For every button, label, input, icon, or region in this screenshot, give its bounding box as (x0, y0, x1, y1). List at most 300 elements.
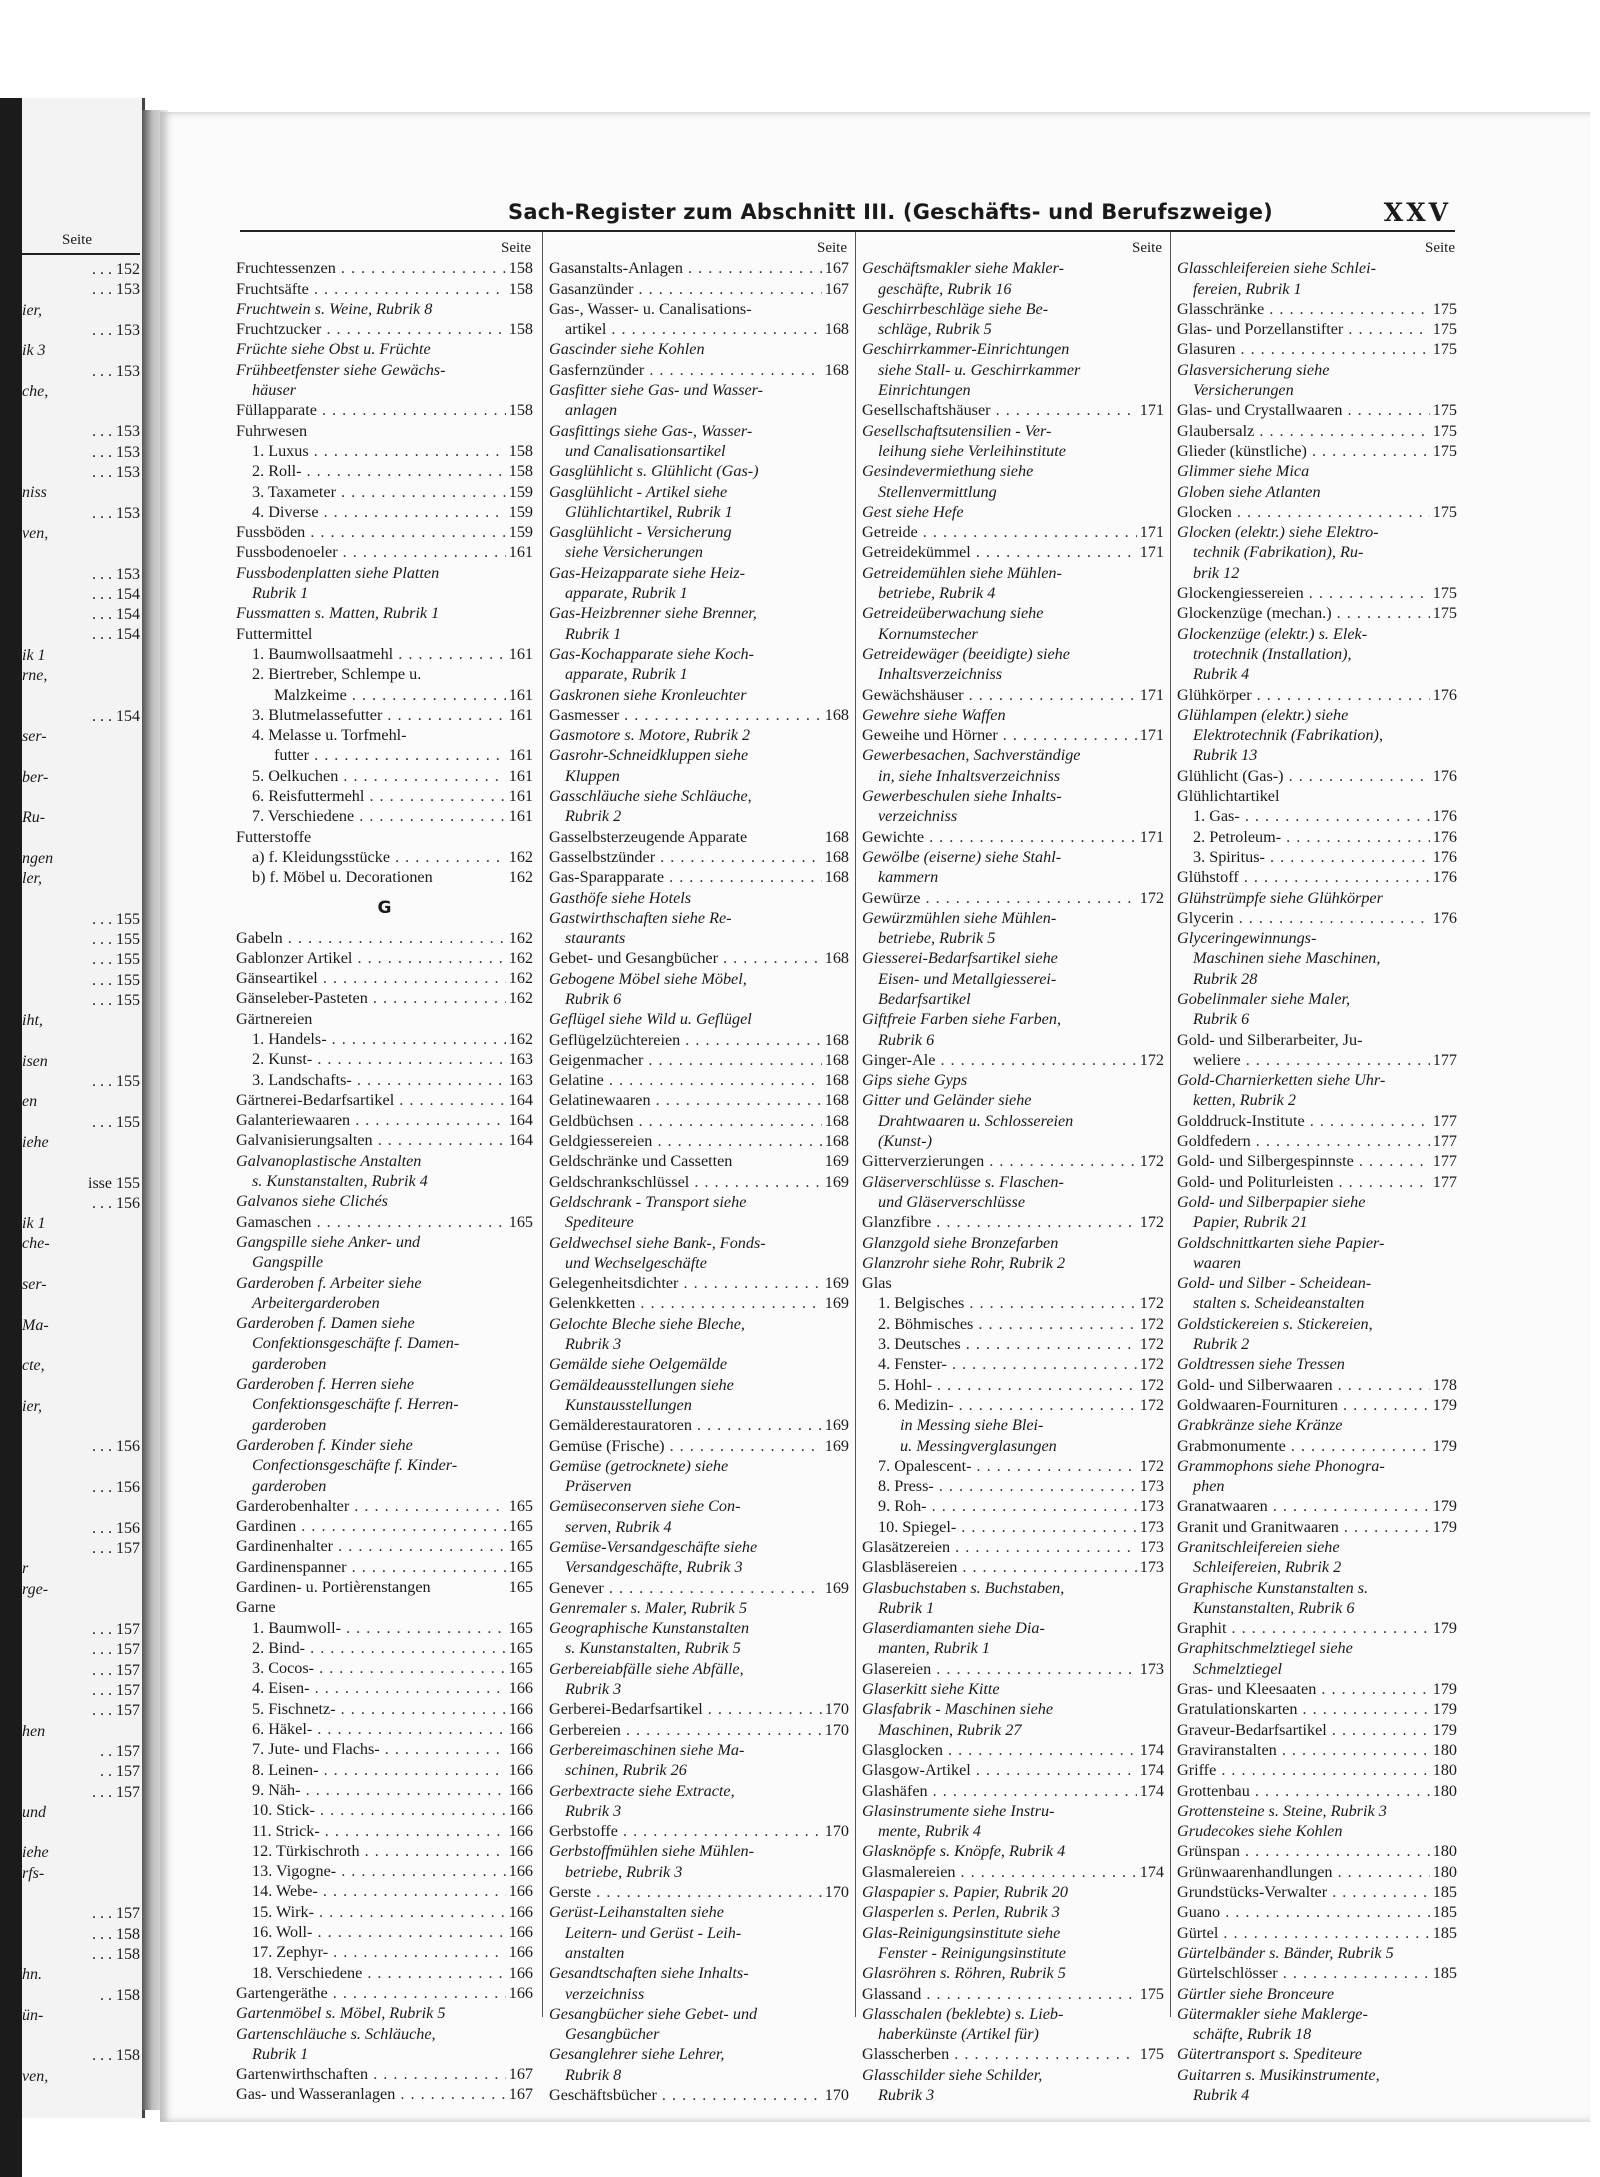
index-entry (549, 1618, 849, 1638)
column-divider (542, 232, 543, 2017)
entry-term: Fussböden . . . (236, 522, 533, 542)
index-entry (236, 1394, 533, 1414)
entry-page-number: 162 (506, 847, 533, 867)
index-entry (236, 522, 533, 542)
entry-term: 1. Luxus . . . (252, 441, 533, 461)
index-entry (549, 603, 849, 623)
entry-page-number: 166 (506, 1719, 533, 1739)
previous-page-line: ik 1 (22, 646, 46, 664)
entry-term: Fussmatten s. Matten, Rubrik 1 (236, 604, 440, 623)
previous-page-line: . . . 158 (92, 1945, 140, 1963)
index-entry (236, 2084, 533, 2104)
index-entry (236, 948, 533, 968)
index-entry (549, 1984, 849, 2004)
entry-term: Goldfedern . . . (1177, 1131, 1457, 1151)
previous-page-line: . . . 157 (92, 1905, 140, 1923)
index-entry (236, 1110, 533, 1130)
entry-term: 3. Deutsches . . . (878, 1334, 1164, 1354)
entry-term: Galvanoplastische Anstalten (236, 1151, 422, 1170)
entry-term: 3. Taxameter . . . (252, 482, 533, 502)
index-entry (1177, 1253, 1457, 1273)
entry-term: Geldbüchsen . . . (549, 1111, 849, 1131)
entry-term: Gas-Sparapparate . . . (549, 867, 849, 887)
entry-page-number: 176 (1430, 847, 1457, 867)
entry-term: 3. Blutmelassefutter . . . (252, 705, 533, 725)
index-entry (1177, 1943, 1457, 1963)
entry-term: Leitern- und Gerüst - Leih- (565, 1923, 742, 1942)
entry-term: Granit und Granitwaaren . . . (1177, 1517, 1457, 1537)
entry-term: Gesangbücher siehe Gebet- und (549, 2004, 758, 2023)
entry-term: Fenster - Reinigungsinstitute (878, 1943, 1066, 1962)
previous-page-line: en (22, 1093, 38, 1111)
entry-term: Gasfernzünder . . . (549, 360, 849, 380)
entry-term: Glühstoff . . . (1177, 867, 1457, 887)
index-entry (236, 1070, 533, 1090)
entry-term: Grabkränze siehe Kränze (1177, 1416, 1343, 1435)
index-entry (1177, 1557, 1457, 1577)
index-entry (862, 1679, 1164, 1699)
entry-page-number: 179 (1430, 1679, 1457, 1699)
index-entry (236, 1029, 533, 1049)
index-entry (549, 705, 849, 725)
entry-page-number: 169 (822, 1273, 849, 1293)
entry-term: haberkünste (Artikel für) (878, 2025, 1039, 2044)
entry-term: Genever . . . (549, 1578, 849, 1598)
index-entry (862, 745, 1164, 765)
entry-page-number: 185 (1430, 1923, 1457, 1943)
entry-page-number: 161 (506, 542, 533, 562)
index-entry (236, 1861, 533, 1881)
entry-page-number: 169 (822, 1293, 849, 1313)
entry-term: 14. Webe- . . . (252, 1881, 533, 1901)
index-entry (549, 969, 849, 989)
entry-term: Garderobenhalter . . . (236, 1496, 533, 1516)
index-entry (862, 502, 1164, 522)
index-entry (236, 1983, 533, 2003)
entry-term: Gänseleber-Pasteten . . . (236, 988, 533, 1008)
entry-term: 2. Bind- . . . (252, 1638, 533, 1658)
index-entry (236, 1536, 533, 1556)
index-entry (236, 806, 533, 826)
previous-page-line: . . . 153 (92, 321, 140, 339)
entry-term: artikel . . . (565, 319, 849, 339)
previous-page-rule (22, 253, 140, 255)
entry-page-number: 165 (506, 1577, 533, 1597)
entry-term: Rubrik 1 (252, 2044, 309, 2063)
entry-page-number: 165 (506, 1212, 533, 1232)
entry-page-number: 166 (506, 1739, 533, 1759)
index-entry (1177, 1192, 1457, 1212)
entry-term: Gasfitter siehe Gas- und Wasser- (549, 381, 764, 400)
index-entry (862, 2085, 1164, 2105)
entry-term: Gemäldeausstellungen siehe (549, 1375, 734, 1394)
entry-page-number: 179 (1430, 1395, 1457, 1415)
previous-page-line: isen (22, 1052, 48, 1070)
entry-term: Rubrik 2 (1193, 1335, 1250, 1354)
entry-page-number: 158 (506, 400, 533, 420)
index-entry (236, 2003, 533, 2023)
entry-term: 10. Spiegel- . . . (878, 1517, 1164, 1537)
previous-page-line: ik 3 (22, 342, 46, 360)
entry-page-number: 173 (1137, 1557, 1164, 1577)
entry-term: 5. Fischnetz- . . . (252, 1699, 533, 1719)
entry-term: 12. Türkischroth . . . (252, 1841, 533, 1861)
section-letter (236, 888, 533, 928)
index-entry (236, 1435, 533, 1455)
entry-term: (Kunst-) (878, 1132, 932, 1151)
entry-term: Glühlampen (elektr.) siehe (1177, 705, 1349, 724)
entry-term: 11. Strick- . . . (252, 1821, 533, 1841)
index-entry (236, 1455, 533, 1475)
index-entry (236, 1130, 533, 1150)
index-entry (236, 2024, 533, 2044)
entry-page-number: 175 (1430, 421, 1457, 441)
index-entry (549, 400, 849, 420)
entry-term: Glas- und Crystallwaaren . . . (1177, 400, 1457, 420)
entry-term: Gesandtschaften siehe Inhalts- (549, 1964, 749, 1983)
entry-term: Gewölbe (eiserne) siehe Stahl- (862, 847, 1062, 866)
entry-page-number: 166 (506, 1821, 533, 1841)
entry-page-number: 180 (1430, 1862, 1457, 1882)
entry-page-number: 166 (506, 1942, 533, 1962)
entry-term: schläge, Rubrik 5 (878, 320, 992, 339)
previous-page-line: . . . 156 (92, 1479, 140, 1496)
entry-page-number: 179 (1430, 1496, 1457, 1516)
index-entry (549, 1862, 849, 1882)
index-entry (236, 339, 533, 359)
index-entry (1177, 279, 1457, 299)
column-divider (1170, 232, 1171, 2017)
entry-page-number: 173 (1137, 1537, 1164, 1557)
index-entry (549, 441, 849, 461)
entry-page-number: 162 (506, 948, 533, 968)
entry-term: Graphitschmelztiegel siehe (1177, 1639, 1353, 1658)
index-entry (1177, 1902, 1457, 1922)
index-entry (1177, 2024, 1457, 2044)
entry-page-number: 171 (1137, 685, 1164, 705)
previous-page-line: . . . 157 (92, 1641, 140, 1659)
entry-page-number: 176 (1430, 867, 1457, 887)
entry-term: Papier, Rubrik 21 (1193, 1213, 1308, 1232)
entry-term: Glanzrohr siehe Rohr, Rubrik 2 (862, 1253, 1066, 1272)
index-entry (549, 583, 849, 603)
index-entry (1177, 1050, 1457, 1070)
entry-page-number: 179 (1430, 1517, 1457, 1537)
index-entry (862, 928, 1164, 948)
index-entry (549, 1882, 849, 1902)
entry-term: Gerste . . . (549, 1882, 849, 1902)
entry-term: Futterstoffe (236, 827, 312, 846)
index-entry (862, 908, 1164, 928)
index-entry (1177, 1456, 1457, 1476)
previous-page-line: ler, (22, 870, 42, 887)
index-entry (1177, 1740, 1457, 1760)
entry-term: Gärtnerei-Bedarfsartikel . . . (236, 1090, 533, 1110)
previous-page-line: . . . 155 (92, 951, 140, 969)
entry-term: 9. Roh- . . . (878, 1496, 1164, 1516)
index-entry (862, 400, 1164, 420)
index-entry (862, 1009, 1164, 1029)
column-seite-label: Seite (817, 240, 847, 256)
previous-page-line: . . . 156 (92, 1194, 140, 1212)
entry-term: Elektrotechnik (Fabrikation), (1193, 726, 1383, 745)
index-entry (862, 1253, 1164, 1273)
index-entry (236, 1232, 533, 1252)
index-entry (549, 989, 849, 1009)
index-entry (236, 1516, 533, 1536)
index-entry (1177, 685, 1457, 705)
entry-term: Gesanglehrer siehe Lehrer, (549, 2045, 725, 2064)
entry-term: betriebe, Rubrik 3 (565, 1862, 683, 1881)
previous-page-line: . . . 155 (92, 1073, 140, 1090)
index-entry (1177, 502, 1457, 522)
index-entry (549, 360, 849, 380)
index-entry (1177, 1233, 1457, 1253)
entry-term: waaren (1193, 1253, 1241, 1272)
entry-term: Glockenzüge (elektr.) s. Elek- (1177, 624, 1368, 643)
index-entry (862, 1030, 1164, 1050)
index-entry (862, 624, 1164, 644)
index-entry (862, 969, 1164, 989)
index-entry (1177, 1009, 1457, 1029)
index-entry (236, 1658, 533, 1678)
previous-page-line: . . . 153 (92, 281, 140, 299)
entry-term: betriebe, Rubrik 4 (878, 584, 996, 603)
index-entry (236, 624, 533, 644)
index-entry (549, 766, 849, 786)
entry-term: Schleifereien, Rubrik 2 (1193, 1558, 1342, 1577)
index-entry (236, 786, 533, 806)
index-entry (1177, 1030, 1457, 1050)
entry-term: 15. Wirk- . . . (252, 1902, 533, 1922)
entry-term: Gasthöfe siehe Hotels (549, 888, 692, 907)
entry-term: kammern (878, 868, 939, 887)
entry-term: und Wechselgeschäfte (565, 1253, 707, 1272)
index-entry (862, 1496, 1164, 1516)
entry-page-number: 167 (822, 258, 849, 278)
index-entry (236, 644, 533, 664)
previous-page-line: . . . 157 (92, 1682, 140, 1699)
index-entry (1177, 1923, 1457, 1943)
index-entry (862, 1314, 1164, 1334)
page-number: XXV (1383, 198, 1451, 227)
index-entry (862, 583, 1164, 603)
entry-page-number: 165 (506, 1516, 533, 1536)
entry-page-number: 161 (506, 705, 533, 725)
entry-term: Rubrik 6 (565, 989, 622, 1008)
index-entry (1177, 1517, 1457, 1537)
entry-term: Geschäftsmakler siehe Makler- (862, 259, 1064, 278)
previous-page-line: che, (22, 382, 49, 400)
index-entry (236, 258, 533, 278)
entry-term: Gold-Charnierketten siehe Uhr- (1177, 1071, 1386, 1090)
entry-term: Gelenkketten . . . (549, 1293, 849, 1313)
index-entry (1177, 1354, 1457, 1374)
previous-page-line: . . . 153 (92, 362, 140, 380)
index-entry (862, 1699, 1164, 1719)
previous-page-line: . . . 157 (92, 1539, 140, 1557)
entry-page-number: 176 (1430, 766, 1457, 786)
index-entry (236, 1739, 533, 1759)
entry-term: Gasrohr-Schneidkluppen siehe (549, 746, 749, 765)
entry-term: Gas-Heizapparate siehe Heiz- (549, 563, 746, 582)
index-entry (1177, 1598, 1457, 1618)
entry-term: Gasmesser . . . (549, 705, 849, 725)
index-entry (236, 583, 533, 603)
entry-term: 6. Häkel- . . . (252, 1719, 533, 1739)
previous-page-line: . . . 153 (92, 464, 140, 481)
entry-term: Gasmotore s. Motore, Rubrik 2 (549, 726, 751, 745)
index-entry (1177, 989, 1457, 1009)
entry-page-number: 167 (822, 279, 849, 299)
entry-term: Gewichte . . . (862, 827, 1164, 847)
entry-page-number: 172 (1137, 1354, 1164, 1374)
previous-page-line: . . . 156 (92, 1438, 140, 1456)
entry-term: garderoben (252, 1476, 327, 1495)
index-entry (1177, 1882, 1457, 1902)
entry-page-number: 162 (506, 988, 533, 1008)
entry-term: Kluppen (565, 766, 620, 785)
entry-page-number: 175 (1430, 603, 1457, 623)
entry-term: Gewürzmühlen siehe Mühlen- (862, 908, 1057, 927)
entry-page-number: 161 (506, 786, 533, 806)
previous-page-line: ngen (22, 849, 54, 867)
entry-term: Gürtel . . . (1177, 1923, 1457, 1943)
entry-term: Gold- und Silberwaaren . . . (1177, 1375, 1457, 1395)
entry-page-number: 173 (1137, 1476, 1164, 1496)
index-entry (549, 2044, 849, 2064)
entry-term: s. Kunstanstalten, Rubrik 5 (565, 1639, 741, 1658)
index-entry (549, 2024, 849, 2044)
entry-page-number: 175 (1430, 441, 1457, 461)
index-entry (549, 522, 849, 542)
entry-term: 8. Press- . . . (878, 1476, 1164, 1496)
index-entry (1177, 339, 1457, 359)
entry-term: Gewerbesachen, Sachverständige (862, 746, 1081, 765)
entry-term: Fruchtessenzen . . . (236, 258, 533, 278)
entry-term: Glaubersalz . . . (1177, 421, 1457, 441)
entry-page-number: 162 (506, 1029, 533, 1049)
entry-term: 17. Zephyr- . . . (252, 1942, 533, 1962)
index-entry (549, 867, 849, 887)
entry-term: in Messing siehe Blei- (900, 1416, 1044, 1435)
column-divider (855, 232, 856, 2017)
entry-page-number: 168 (822, 827, 849, 847)
index-entry (1177, 1293, 1457, 1313)
entry-term: 9. Näh- . . . (252, 1780, 533, 1800)
index-entry (236, 1313, 533, 1333)
index-entry (236, 1374, 533, 1394)
index-entry (549, 1233, 849, 1253)
entry-term: Graviranstalten . . . (1177, 1740, 1457, 1760)
entry-term: Gasschläuche siehe Schläuche, (549, 787, 752, 806)
entry-term: Gold- und Silberarbeiter, Ju- (1177, 1030, 1363, 1049)
entry-term: Gas-Heizbrenner siehe Brenner, (549, 604, 757, 623)
index-entry (549, 1578, 849, 1598)
entry-page-number: 175 (1430, 299, 1457, 319)
entry-term: Rubrik 13 (1193, 746, 1258, 765)
index-entry (549, 725, 849, 745)
index-entry (549, 1821, 849, 1841)
entry-term: Glasversicherung siehe (1177, 360, 1330, 379)
index-entry (1177, 1111, 1457, 1131)
index-entry (549, 786, 849, 806)
index-entry (1177, 1375, 1457, 1395)
entry-page-number: 158 (506, 258, 533, 278)
index-entry (862, 1172, 1164, 1192)
entry-term: Stellenvermittlung (878, 482, 997, 501)
index-entry (862, 1801, 1164, 1821)
entry-page-number: 172 (1137, 1375, 1164, 1395)
index-entry (549, 339, 849, 359)
index-entry (1177, 969, 1457, 989)
index-entry (862, 1111, 1164, 1131)
index-entry (1177, 2085, 1457, 2105)
index-entry (1177, 806, 1457, 826)
index-entry (236, 400, 533, 420)
entry-term: Gürtler siehe Bronceure (1177, 1984, 1335, 2003)
index-entry (549, 1314, 849, 1334)
entry-term: Geldschrankschlüssel . . . (549, 1172, 849, 1192)
previous-page-line: . . . 154 (92, 585, 140, 603)
entry-term: 1. Handels- . . . (252, 1029, 533, 1049)
index-entry (1177, 1578, 1457, 1598)
entry-term: Gesindevermiethung siehe (862, 462, 1034, 481)
entry-page-number: 175 (1137, 1984, 1164, 2004)
entry-term: Glassand . . . (862, 1984, 1164, 2004)
index-entry (1177, 1151, 1457, 1171)
entry-page-number: 158 (506, 461, 533, 481)
index-entry (862, 1375, 1164, 1395)
entry-page-number: 161 (506, 766, 533, 786)
previous-page-fragment (22, 98, 145, 2118)
entry-page-number: 165 (506, 1496, 533, 1516)
previous-page-line: . . . 155 (92, 971, 140, 989)
index-entry (549, 664, 849, 684)
index-entry (1177, 664, 1457, 684)
index-entry (862, 461, 1164, 481)
entry-page-number: 180 (1430, 1740, 1457, 1760)
entry-term: Gürtelbänder s. Bänder, Rubrik 5 (1177, 1943, 1394, 1962)
index-entry (236, 827, 533, 847)
index-entry (236, 928, 533, 948)
index-entry (1177, 1781, 1457, 1801)
entry-term: Gitter und Geländer siehe (862, 1091, 1032, 1110)
index-entry (549, 644, 849, 664)
entry-term: Schmelztiegel (1193, 1659, 1282, 1678)
entry-page-number: 175 (1430, 319, 1457, 339)
index-entry (1177, 1415, 1457, 1435)
entry-page-number: 168 (822, 360, 849, 380)
previous-page-line: . . . 157 (92, 1702, 140, 1720)
index-entry (862, 786, 1164, 806)
index-entry (862, 766, 1164, 786)
entry-term: 2. Biertreber, Schlempe u. (252, 665, 422, 684)
index-entry (236, 1780, 533, 1800)
entry-page-number: 175 (1137, 2044, 1164, 2064)
index-entry (1177, 400, 1457, 420)
entry-term: Gemüseconserven siehe Con- (549, 1497, 741, 1516)
index-entry (549, 1699, 849, 1719)
entry-term: Rubrik 8 (565, 2065, 622, 2084)
entry-term: Präserven (565, 1477, 632, 1496)
entry-term: Garne (236, 1598, 276, 1617)
entry-term: Gerbereiabfälle siehe Abfälle, (549, 1659, 744, 1678)
entry-term: Geflügel siehe Wild u. Geflügel (549, 1010, 752, 1029)
previous-page-line: . . . 155 (92, 1113, 140, 1131)
index-entry (862, 563, 1164, 583)
entry-term: Gesellschaftsutensilien - Ver- (862, 421, 1052, 440)
